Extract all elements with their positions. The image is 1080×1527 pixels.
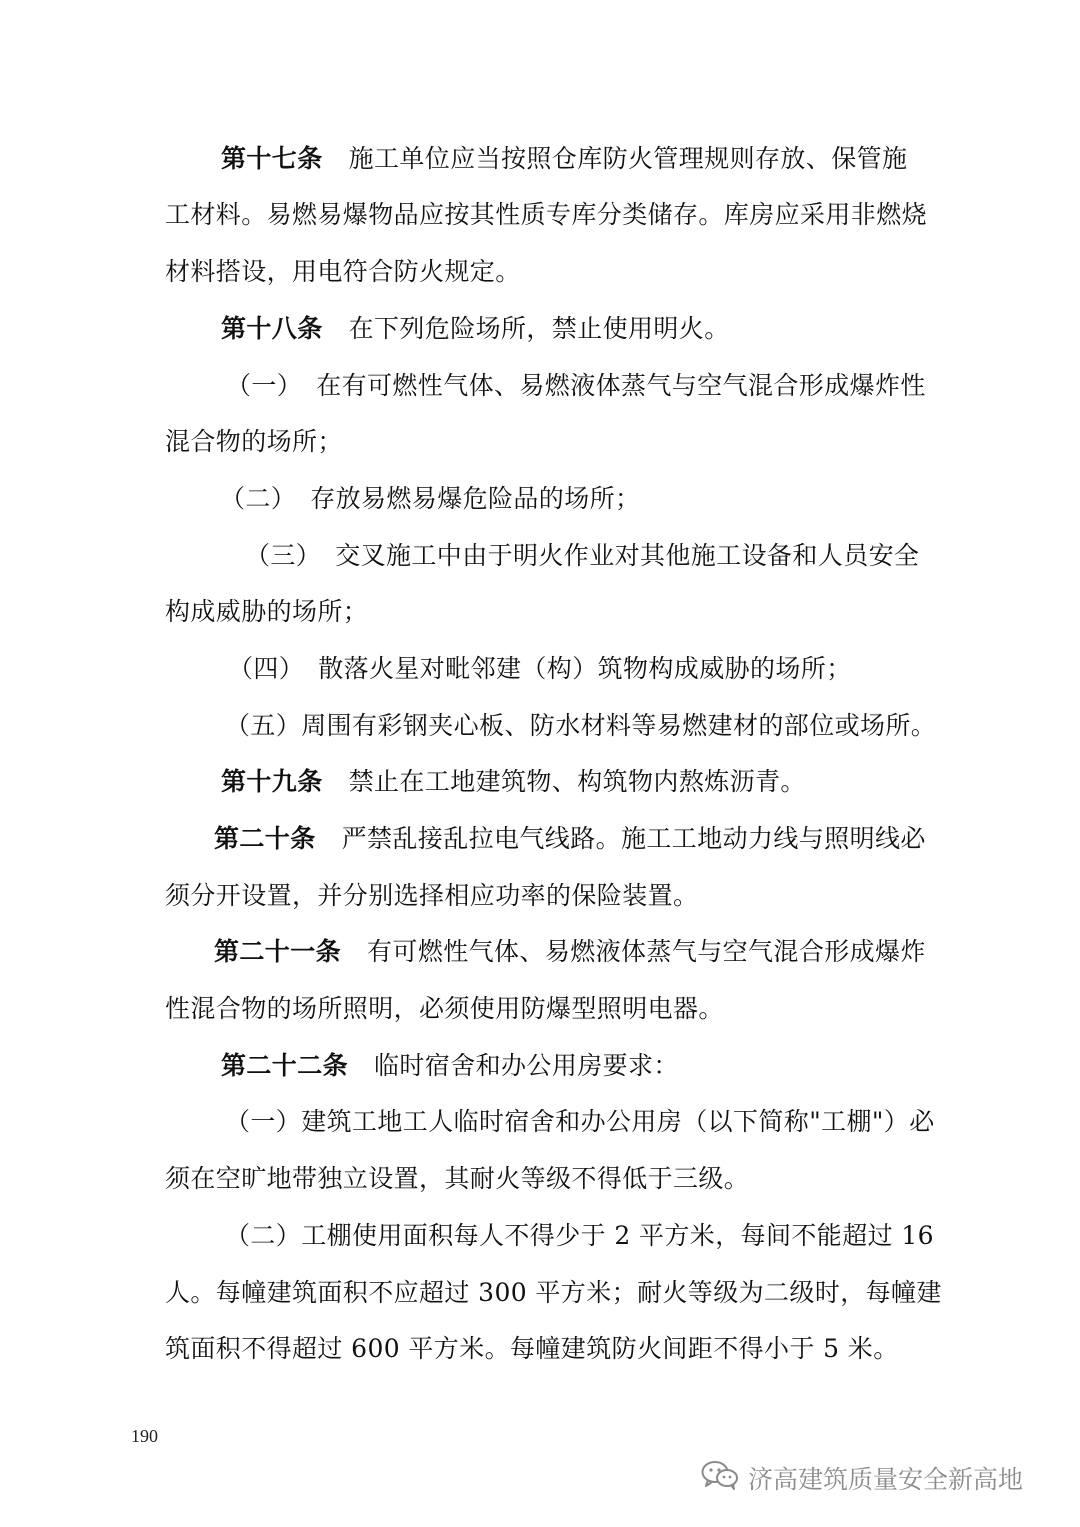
article-19-text-1: 禁止在工地建筑物、构筑物内熬炼沥青。 [348, 767, 806, 796]
article-18-item-3-line-2: 构成威胁的场所； [165, 597, 369, 626]
item-text: 交叉施工中由于明火作业对其他施工设备和人员安全 [335, 541, 920, 570]
article-18-item-1-line-1 [226, 369, 926, 403]
article-18-item-5 [225, 709, 936, 743]
item-marker: （二） [225, 1221, 302, 1250]
item-text: 工棚使用面积每人不得少于 2 平方米，每间不能超过 16 [301, 1221, 934, 1250]
page-number: 190 [131, 1426, 158, 1446]
article-17-line-1 [221, 142, 907, 176]
item-text: 建筑工地工人临时宿舍和办公用房（以下简称"工棚"）必 [301, 1107, 935, 1136]
article-18-title: 第十八条 [221, 314, 323, 343]
article-17-text-1: 施工单位应当按照仓库防火管理规则存放、保管施 [348, 144, 908, 173]
article-22-item-2-line-3: 筑面积不得超过 600 平方米。每幢建筑防火间距不得小于 5 米。 [165, 1334, 899, 1363]
article-18-item-2 [220, 482, 640, 516]
watermark [700, 1458, 1023, 1498]
item-marker: （一） [226, 371, 303, 400]
article-22-item-1-line-2: 须在空旷地带独立设置，其耐火等级不得低于三级。 [165, 1164, 750, 1193]
article-17-title: 第十七条 [221, 144, 323, 173]
article-22-item-1-line-1 [225, 1105, 935, 1139]
article-18-item-1-line-2: 混合物的场所； [165, 427, 343, 456]
item-text: 在有可燃性气体、易燃液体蒸气与空气混合形成爆炸性 [316, 371, 926, 400]
article-19-line-1 [221, 765, 806, 799]
article-20-title: 第二十条 [214, 824, 316, 853]
item-text: 周围有彩钢夹心板、防水材料等易燃建材的部位或场所。 [301, 711, 937, 740]
article-22-text-1: 临时宿舍和办公用房要求： [374, 1051, 679, 1080]
watermark-text: 济高建筑质量安全新高地 [748, 1465, 1024, 1494]
item-marker: （一） [225, 1107, 302, 1136]
article-22-item-2-line-1 [225, 1219, 934, 1253]
item-text: 存放易燃易爆危险品的场所； [310, 484, 641, 513]
article-22-line-1 [221, 1049, 679, 1083]
article-21-title: 第二十一条 [214, 937, 342, 966]
item-marker: （五） [225, 711, 302, 740]
article-22-item-2-line-2: 人。每幢建筑面积不应超过 300 平方米；耐火等级为二级时，每幢建 [165, 1278, 942, 1307]
item-marker: （三） [245, 541, 322, 570]
article-18-item-4 [228, 652, 852, 686]
article-21-line-1 [214, 935, 926, 969]
article-20-line-1 [214, 822, 926, 856]
article-18-text-1: 在下列危险场所，禁止使用明火。 [348, 314, 730, 343]
article-21-line-2: 性混合物的场所照明，必须使用防爆型照明电器。 [165, 994, 724, 1023]
article-18-item-3-line-1 [245, 539, 919, 573]
item-text: 散落火星对毗邻建（构）筑物构成威胁的场所； [318, 654, 852, 683]
article-20-line-2: 须分开设置，并分别选择相应功率的保险装置。 [165, 881, 699, 910]
article-17-line-2: 工材料。易燃易爆物品应按其性质专库分类储存。库房应采用非燃烧 [165, 200, 928, 229]
article-21-text-1: 有可燃性气体、易燃液体蒸气与空气混合形成爆炸 [367, 937, 926, 966]
article-19-title: 第十九条 [221, 767, 323, 796]
article-18-line-1 [221, 312, 730, 346]
item-marker: （二） [220, 484, 297, 513]
article-20-text-1: 严禁乱接乱拉电气线路。施工工地动力线与照明线必 [341, 824, 926, 853]
article-17-line-3: 材料搭设，用电符合防火规定。 [165, 257, 521, 286]
article-22-title: 第二十二条 [221, 1051, 349, 1080]
item-marker: （四） [228, 654, 305, 683]
wechat-icon [700, 1459, 740, 1497]
